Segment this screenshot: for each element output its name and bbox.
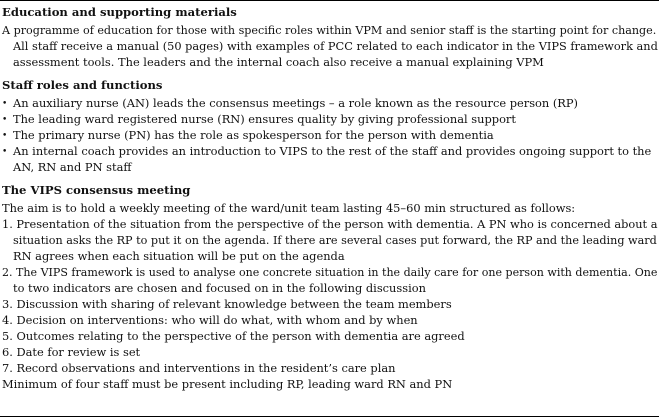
- role-bullet-2: The leading ward registered nurse (RN) ensures quality by giving professional support: [13, 112, 516, 126]
- role-bullet-3: The primary nurse (PN) has the role as spokesperson for the person with dementia: [13, 128, 494, 142]
- top-rule: [0, 0, 659, 1]
- meeting-step-1-cont: situation asks the RP to put it on the agenda. If there are several cases put forward, the RP and the leading ward: [13, 234, 657, 247]
- role-bullet-4: An internal coach provides an introduction to VIPS to the rest of the staff and provides ongoing support to the: [13, 144, 652, 158]
- meeting-step-4: 4. Decision on interventions: who will do what, with whom and by when: [2, 313, 418, 327]
- role-bullet-1: An auxiliary nurse (AN) leads the consensus meetings – a role known as the resource person (RP): [13, 96, 578, 110]
- role-bullet-4-cont: AN, RN and PN staff: [13, 160, 132, 174]
- meeting-step-2: 2. The VIPS framework is used to analyse one concrete situation in the daily care for one person with dementia. One: [2, 266, 658, 279]
- meeting-step-7: 7. Record observations and interventions in the resident’s care plan: [2, 361, 396, 375]
- education-line-1: A programme of education for those with specific roles within VPM and senior staff is the starting point for change.: [2, 24, 657, 37]
- meeting-step-1-cont: RN agrees when each situation will be put on the agenda: [13, 249, 345, 263]
- section-title-education: Education and supporting materials: [2, 5, 237, 19]
- meeting-step-2-cont: to two indicators are chosen and focused on in the following discussion: [13, 281, 426, 295]
- education-line-3: assessment tools. The leaders and the internal coach also receive a manual explaining VPM: [13, 55, 544, 69]
- bullet-icon: •: [2, 115, 8, 125]
- bullet-icon: •: [2, 131, 8, 141]
- meeting-intro: The aim is to hold a weekly meeting of the ward/unit team lasting 45–60 min structured as follows:: [2, 201, 576, 215]
- meeting-step-5: 5. Outcomes relating to the perspective of the person with dementia are agreed: [2, 329, 465, 343]
- meeting-footer: Minimum of four staff must be present including RP, leading ward RN and PN: [2, 377, 453, 391]
- section-title-meeting: The VIPS consensus meeting: [2, 183, 191, 197]
- education-line-2: All staff receive a manual (50 pages) with examples of PCC related to each indicator in the VIPS framework and: [13, 39, 658, 53]
- meeting-step-3: 3. Discussion with sharing of relevant knowledge between the team members: [2, 297, 452, 311]
- bullet-icon: •: [2, 147, 8, 157]
- meeting-step-6: 6. Date for review is set: [2, 345, 141, 359]
- meeting-step-1: 1. Presentation of the situation from the perspective of the person with dementia. A PN who is concerned about a: [2, 217, 658, 231]
- bullet-icon: •: [2, 99, 8, 109]
- section-title-roles: Staff roles and functions: [2, 78, 163, 92]
